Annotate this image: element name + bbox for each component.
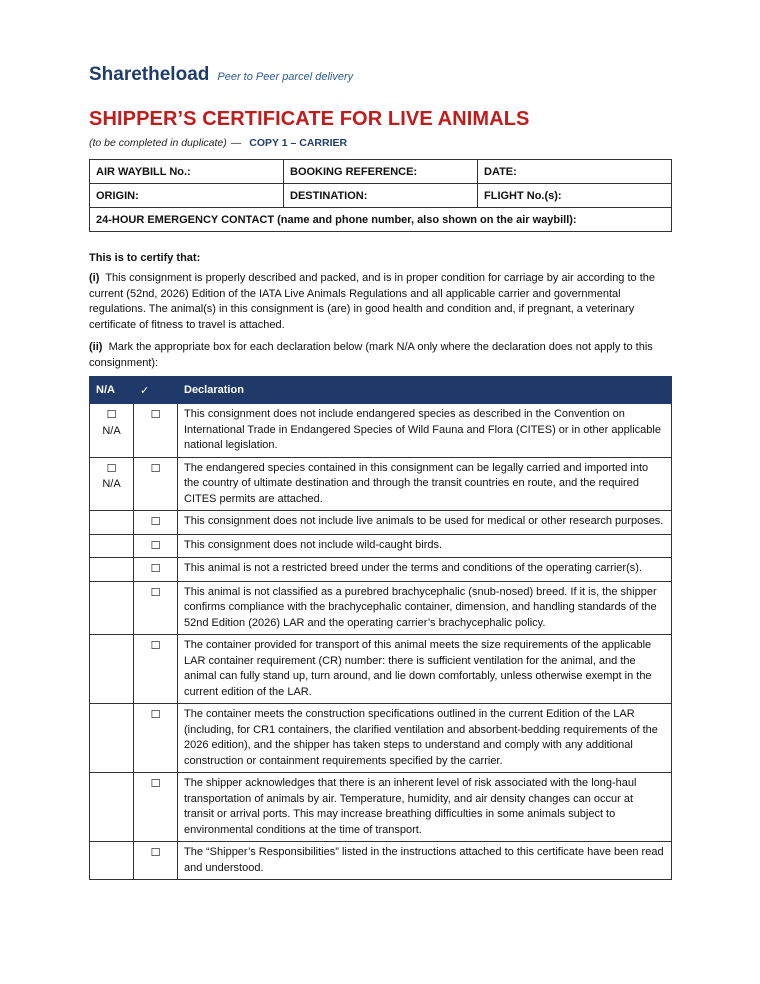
check-cell (134, 635, 178, 704)
check-cell (134, 457, 178, 511)
na-cell (90, 511, 134, 535)
declaration-row (90, 581, 672, 635)
declaration-row (90, 404, 672, 458)
flight-no-field[interactable]: FLIGHT No.(s): (478, 184, 672, 208)
declaration-row (90, 704, 672, 773)
na-cell (90, 581, 134, 635)
copy-label: COPY 1 – CARRIER (249, 137, 348, 149)
declaration-row (90, 635, 672, 704)
shipment-fields-table (89, 159, 672, 232)
na-cell (90, 558, 134, 582)
declaration-text: This consignment does not include endangered species as described in the Convention on International Trade in Endangered Species of Wild Fauna and Flora (CITES) or in other applicable national legislation. (178, 404, 672, 458)
declaration-checkbox[interactable]: ☐ (150, 461, 161, 475)
brand-header (89, 64, 671, 94)
subtitle-separator: — (230, 137, 242, 149)
origin-field[interactable]: ORIGIN: (90, 184, 284, 208)
na-checkbox[interactable]: ☐ (106, 461, 117, 475)
declaration-row (90, 511, 672, 535)
duplicate-note: (to be completed in duplicate) (89, 137, 227, 149)
declaration-row (90, 842, 672, 880)
declaration-text: The endangered species contained in this consignment can be legally carried and imported into the country of ultimate destination and through the transit countries en route, and the required CITES permits are attached. (178, 457, 672, 511)
declaration-row (90, 457, 672, 511)
declaration-checkbox[interactable]: ☐ (150, 562, 161, 575)
col-check-header (134, 377, 178, 404)
declaration-text: The container meets the construction specifications outlined in the current Edition of the LAR (including, for CR1 containers, the clarified ventilation and absorbent-bedding requirements of the 2026 edition), and the shipper has taken steps to understand and comply with any additional construction or containment requirements specified by the carrier. (178, 704, 672, 773)
emergency-contact-field[interactable]: 24-HOUR EMERGENCY CONTACT (name and phone number, also shown on the air waybill): (90, 208, 672, 232)
na-checkbox[interactable]: ☐ (106, 408, 117, 421)
paragraph-ii (89, 340, 671, 371)
declaration-text: This consignment does not include live animals to be used for medical or other research purposes. (178, 511, 672, 535)
declaration-checkbox[interactable]: ☐ (150, 708, 161, 721)
declaration-row (90, 558, 672, 582)
check-cell (134, 511, 178, 535)
na-cell (90, 635, 134, 704)
checkmark-icon: ✓ (140, 384, 150, 397)
declaration-checkbox[interactable]: ☐ (150, 585, 161, 599)
paragraph-ii-text: Mark the appropriate box for each declaration below (mark N/A only where the declaration does not apply to this consignment): (89, 341, 653, 369)
col-na-header: N/A (90, 377, 134, 404)
check-cell (134, 704, 178, 773)
na-cell (90, 704, 134, 773)
brand-tagline: Peer to Peer parcel delivery (217, 71, 354, 83)
paragraph-i (89, 271, 671, 333)
check-cell (134, 581, 178, 635)
declaration-checkbox[interactable]: ☐ (150, 408, 161, 421)
declaration-text: This animal is not a restricted breed under the terms and conditions of the operating carrier(s). (178, 558, 672, 582)
brand-name: Sharetheload (89, 64, 210, 85)
paragraph-ii-marker: (ii) (89, 341, 103, 353)
na-cell (90, 534, 134, 558)
declaration-row (90, 534, 672, 558)
declaration-checkbox[interactable]: ☐ (150, 846, 161, 859)
certify-heading: This is to certify that: (89, 252, 201, 264)
na-cell (90, 404, 134, 458)
check-cell (134, 773, 178, 842)
declaration-text: The “Shipper’s Responsibilities” listed in the instructions attached to this certificate have been read and understood. (178, 842, 672, 880)
declarations-table (89, 376, 672, 880)
destination-field[interactable]: DESTINATION: (284, 184, 478, 208)
na-cell (90, 842, 134, 880)
declaration-checkbox[interactable]: ☐ (150, 639, 161, 652)
declaration-text: The shipper acknowledges that there is an inherent level of risk associated with the long-haul transportation of animals by air. Temperature, humidity, and air density changes can occur at transit or arrival ports. This may increase breathing difficulties in some animals subject to environmental conditions at the time of transport. (178, 773, 672, 842)
na-cell (90, 457, 134, 511)
declaration-text: This animal is not classified as a purebred brachycephalic (snub-nosed) breed. If it is, the shipper confirms compliance with the brachycephalic container, dimension, and handling standards of the 52nd Edition (2026) LAR and the operating carrier’s brachycephalic policy. (178, 581, 672, 635)
na-label: N/A (102, 478, 121, 490)
declaration-row (90, 773, 672, 842)
declaration-text: The container provided for transport of this animal meets the size requirements of the applicable LAR container requirement (CR) number: there is sufficient ventilation for the animal, and the animal can fully stand up, turn around, and lie down comfortably, unless otherwise exempt in the current edition of the LAR. (178, 635, 672, 704)
declaration-checkbox[interactable]: ☐ (150, 515, 161, 528)
col-declaration-header: Declaration (178, 377, 672, 404)
check-cell (134, 558, 178, 582)
declaration-checkbox[interactable]: ☐ (150, 777, 161, 790)
paragraph-i-marker: (i) (89, 272, 100, 284)
check-cell (134, 534, 178, 558)
na-cell (90, 773, 134, 842)
na-label: N/A (102, 424, 121, 437)
air-waybill-field[interactable]: AIR WAYBILL No.: (90, 160, 284, 184)
page-title: SHIPPER’S CERTIFICATE FOR LIVE ANIMALS (89, 108, 530, 130)
declarations-body (90, 404, 672, 880)
declaration-text: This consignment does not include wild-caught birds. (178, 534, 672, 558)
declarations-header-row (90, 377, 672, 404)
check-cell (134, 404, 178, 458)
date-field[interactable]: DATE: (478, 160, 672, 184)
document-subtitle (89, 137, 671, 149)
booking-reference-field[interactable]: BOOKING REFERENCE: (284, 160, 478, 184)
paragraph-i-text: This consignment is properly described and packed, and is in proper condition for carriage by air according to the current (52nd, 2026) Edition of the IATA Live Animals Regulations and all applicable carrier and governmental regulations. The animal(s) in this consignment is (are) in good health and condition and, if pregnant, a veterinary certificate of fitness to travel is attached. (89, 272, 656, 331)
declaration-checkbox[interactable]: ☐ (150, 538, 161, 552)
check-cell (134, 842, 178, 880)
